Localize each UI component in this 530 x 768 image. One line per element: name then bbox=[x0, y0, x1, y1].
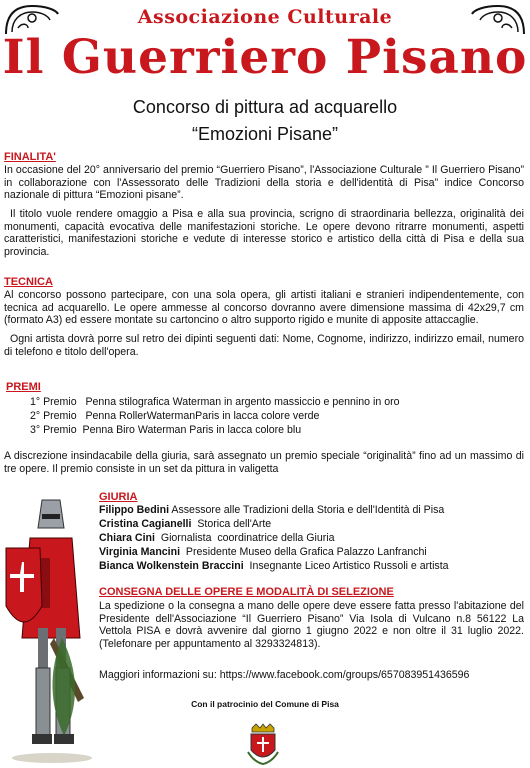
prize-item: 1° Premio Penna stilografica Waterman in argento massiccio e pennino in oro bbox=[30, 396, 400, 408]
jury-member-role: Giornalista coordinatrice della Giuria bbox=[154, 532, 335, 544]
contest-subtitle: Concorso di pittura ad acquarello bbox=[132, 97, 398, 117]
info-link[interactable]: Maggiori informazioni su: https://www.facebook.com/groups/657083951436596 bbox=[99, 669, 470, 681]
patronage-label: Con il patrocinio del Comune di Pisa bbox=[191, 699, 339, 709]
consegna-heading: CONSEGNA DELLE OPERE E MODALITÀ DI SELEZIONE bbox=[99, 586, 394, 598]
tecnica-text: Al concorso possono partecipare, con una sola opera, gli artisti italiani e stranieri indipendentemente, con tecnica ad acquarello. Le opere ammesse al concorso dovranno avere dimensione massima di 42x29,7 cm (formato A3) ed essere montate su cartoncino o altro supporto rigido e munite di apposite attaccaglie. bbox=[4, 289, 524, 327]
prize-item: 2° Premio Penna RollerWatermanParis in lacca colore verde bbox=[30, 410, 320, 422]
jury-member bbox=[99, 518, 524, 531]
pisa-coat-of-arms-icon bbox=[246, 722, 280, 766]
page-title: Il Guerriero Pisano bbox=[2, 30, 528, 85]
finalita-text-2: Il titolo vuole rendere omaggio a Pisa e alla sua provincia, scrigno di straordinaria bellezza, originalità dei monumenti, capacità evocativa delle manifestazioni storiche. Le opere devono ritrarre monumenti, aspetti caratteristici, manifestazioni storiche e vedute di interesse storico e artistico della città di Pisa e della sua provincia. bbox=[4, 208, 524, 258]
jury-member-name: Cristina Cagianelli bbox=[99, 518, 192, 530]
knight-illustration bbox=[2, 488, 94, 763]
association-label: Associazione Culturale bbox=[137, 6, 393, 28]
prize-item: 3° Premio Penna Biro Waterman Paris in lacca colore blu bbox=[30, 424, 302, 436]
jury-member-name: Virginia Mancini bbox=[99, 546, 181, 558]
jury-member-name: Filippo Bedini bbox=[99, 504, 170, 516]
tecnica-text-2: Ogni artista dovrà porre sul retro dei dipinti seguenti dati: Nome, Cognome, indirizzo, indirizzo email, numero di telefono e titolo dell'opera. bbox=[4, 333, 524, 358]
special-prize-text: A discrezione insindacabile della giuria, sarà assegnato un premio speciale “originalità” fino ad un massimo di tre opere. Il premio consiste in un set da pittura in valigetta bbox=[4, 450, 524, 475]
jury-member-role: Presidente Museo della Grafica Palazzo Lanfranchi bbox=[180, 546, 427, 558]
tecnica-heading: TECNICA bbox=[4, 276, 53, 288]
jury-member-name: Bianca Wolkenstein Braccini bbox=[99, 560, 244, 572]
jury-member bbox=[99, 546, 524, 559]
jury-member bbox=[99, 504, 524, 517]
giuria-heading: GIURIA bbox=[99, 491, 138, 503]
premi-heading: PREMI bbox=[6, 381, 41, 393]
jury-member-name: Chiara Cini bbox=[99, 532, 155, 544]
finalita-text: In occasione del 20° anniversario del premio “Guerriero Pisano”, l'Associazione Culturale ” Il Guerriero Pisano” in collaborazione con l'Assessorato delle Tradizioni della storia e dell'identità di Pisa” indice Concorso nazionale di pittura “Emozioni pisane”. bbox=[4, 164, 524, 202]
consegna-text: La spedizione o la consegna a mano delle opere deve essere fatta presso l'abitazione del Presidente dell'Associazione “Il Guerriero Pisano” Via Isola di Vulcano n.8 56122 La Vettola PISA e dovrà avvenire dal giorno 1 giugno 2022 e non oltre il 31 luglio 2022. (Telefonare per appuntamento al 3293324813). bbox=[99, 600, 524, 650]
contest-theme: “Emozioni Pisane” bbox=[191, 124, 339, 144]
finalita-heading: FINALITA' bbox=[4, 151, 56, 163]
jury-member bbox=[99, 560, 524, 573]
jury-member-role: Storica dell'Arte bbox=[191, 518, 272, 530]
jury-member bbox=[99, 532, 524, 545]
jury-member-role: Insegnante Liceo Artistico Russoli e artista bbox=[243, 560, 449, 572]
jury-member-role: Assessore alle Tradizioni della Storia e dell'Identità di Pisa bbox=[169, 504, 445, 516]
